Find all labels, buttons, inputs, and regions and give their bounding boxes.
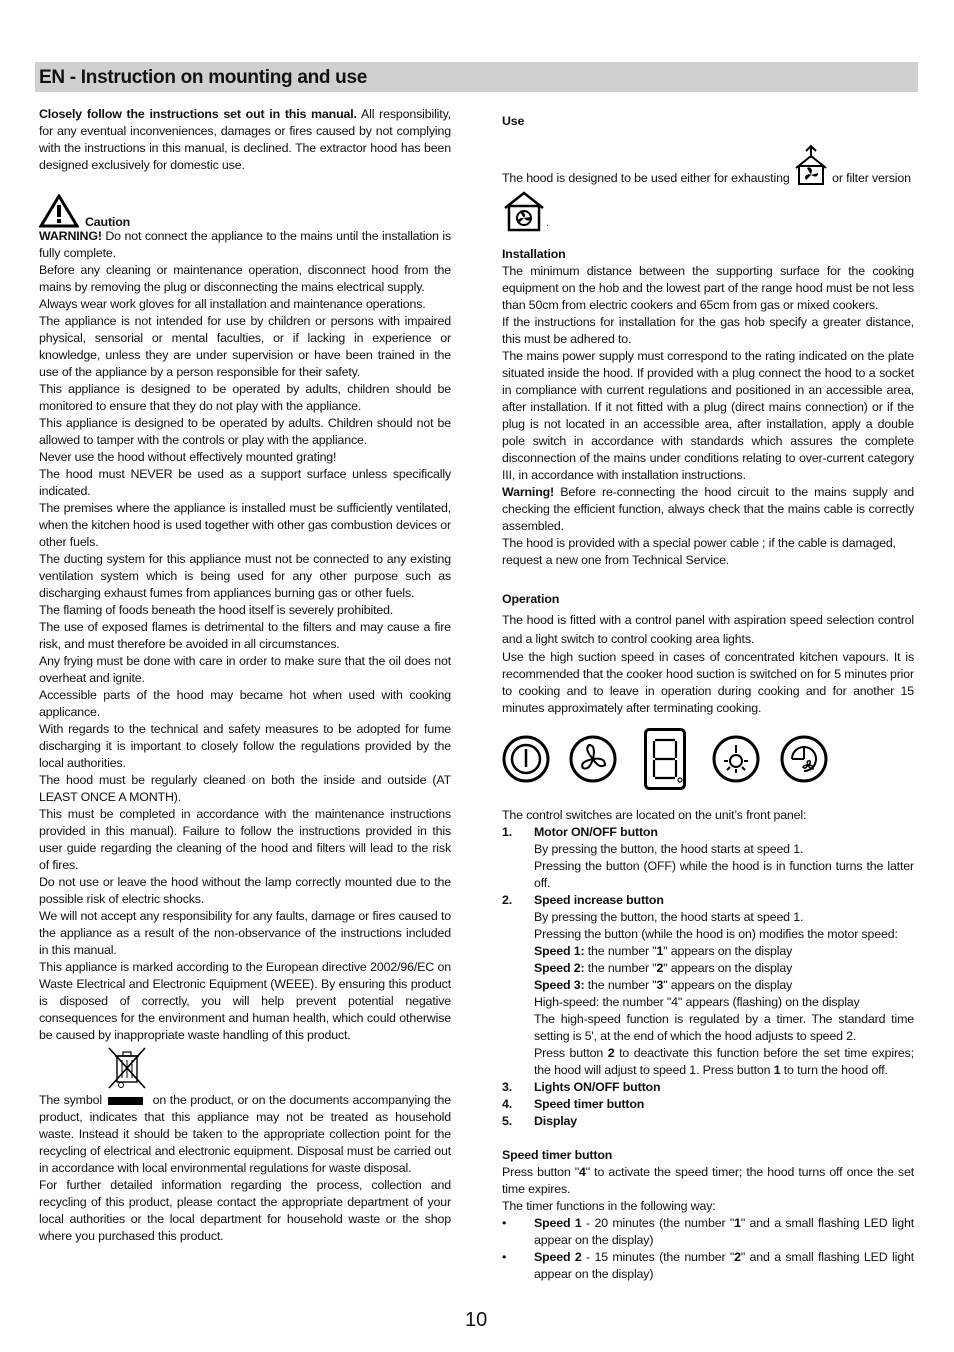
left-column [39, 106, 451, 1245]
safety-paragraph: The appliance is not intended for use by children or persons with impaired physical, sensorial or mental faculties, or if lacking in experience or knowledge, unless they are under supervision or have been trained in the use of the appliance by a person responsible for their safety. [39, 314, 451, 379]
safety-paragraph: Do not use or leave the hood without the lamp correctly mounted due to the possible risk of electric shocks. [39, 875, 451, 906]
list-item: 3. Lights ON/OFF button [502, 1080, 661, 1094]
safety-paragraph: Never use the hood without effectively mounted grating! [39, 450, 337, 464]
safety-paragraph: The use of exposed flames is detrimental to the filters and may cause a fire risk, and must therefore be avoided in all circumstances. [39, 620, 451, 651]
controls-intro: The control switches are located on the unit’s front panel: [502, 808, 807, 822]
installation-title: Installation [502, 247, 566, 261]
warning-triangle-icon [39, 194, 79, 228]
speed-line: Speed 1: the number "1" appears on the display [534, 944, 793, 958]
control-panel-icons [502, 717, 914, 801]
bullet-item: • Speed 1 - 20 minutes (the number "1" and a small flashing LED light appear on the display) [502, 1216, 914, 1247]
list-item: 1. Motor ON/OFF button [502, 825, 658, 839]
caution-title: Caution [85, 215, 131, 229]
caution-heading [39, 194, 451, 228]
intro-paragraph: Closely follow the instructions set out in this manual. All responsibility, for any eventual inconveniences, damages or fires caused by not complying with the instructions in this manual, is declined. The extractor hood has been designed exclusively for domestic use. [39, 107, 451, 172]
installation-paragraph: If the instructions for installation for the gas hob specify a greater distance, this must be adhered to. [502, 315, 914, 346]
installation-warning: Warning! Before re-connecting the hood circuit to the mains supply and checking the efficient function, always check that the mains cable is correctly assembled. [502, 485, 914, 533]
page-number: 10 [465, 1309, 488, 1331]
black-bar-symbol [108, 1097, 143, 1105]
list-item-text: By pressing the button, the hood starts at speed 1. [534, 842, 804, 856]
symbol-paragraph: The symbol on the product, or on the documents accompanying the product, indicates that this appliance may not be treated as household waste. Instead it should be taken to the appropriate collection point for the recycling of electrical and electronic equipment. Disposal must be carried out in accordance with local environmental regulations for waste disposal. [39, 1093, 451, 1175]
section-header [35, 62, 918, 92]
crossed-bin-icon [107, 1046, 147, 1090]
installation-cable: The hood is provided with a special power cable ; if the cable is damaged, request a new one from Technical Service. [502, 536, 896, 567]
safety-paragraph: We will not accept any responsibility for any faults, damage or fires caused to the appliance as a result of the non-observance of the instructions included in this manual. [39, 909, 451, 957]
right-column [502, 113, 914, 1283]
power-icon [502, 735, 550, 783]
bin-symbol-row [39, 1044, 451, 1092]
timer-functions: The timer functions in the following way: [502, 1199, 716, 1213]
use-paragraph: The hood is designed to be used either for exhausting or filter version [502, 144, 914, 188]
safety-paragraph: The flaming of foods beneath the hood itself is severely prohibited. [39, 603, 394, 617]
page-title: EN - Instruction on mounting and use [39, 67, 368, 88]
timer-title: Speed timer button [502, 1148, 613, 1162]
safety-paragraph: The premises where the appliance is installed must be sufficiently ventilated, when the kitchen hood is used together with other gas combustion devices or other fuels. [39, 501, 451, 549]
fan-icon [569, 735, 617, 783]
exhausting-house-icon [793, 144, 829, 188]
safety-paragraph: With regards to the technical and safety measures to be adopted for fume discharging it is important to closely follow the regulations provided by the local authorities. [39, 722, 451, 770]
safety-paragraph: Before any cleaning or maintenance operation, disconnect hood from the mains by removing the plug or disconnecting the mains electrical supply. [39, 263, 451, 294]
list-item-text: Pressing the button (while the hood is on) modifies the motor speed: [534, 927, 898, 941]
safety-paragraph: The hood must NEVER be used as a support surface unless specifically indicated. [39, 467, 451, 498]
safety-paragraph: The ducting system for this appliance must not be connected to any existing ventilation system which is being used for any other purpose such as discharging exhaust fumes from appliances burning gas or other fuels. [39, 552, 451, 600]
recycling-paragraph: For further detailed information regarding the process, collection and recycling of this product, please contact the appropriate department of your local authorities or the local department for household waste or the shop where you purchased this product. [39, 1178, 451, 1243]
warning-paragraph: WARNING! Do not connect the appliance to the mains until the installation is fully complete. [39, 229, 451, 260]
installation-paragraph: The minimum distance between the supporting surface for the cooking equipment on the hob and the lowest part of the range hood must be not less than 50cm from electric cookers and 65cm from gas or mixed cookers. [502, 264, 914, 312]
list-item: 5. Display [502, 1114, 578, 1128]
speed-line: Speed 2: the number "2" appears on the display [534, 961, 793, 975]
installation-paragraph: The mains power supply must correspond to the rating indicated on the plate situated inside the hood. If provided with a plug connect the hood to a socket in compliance with current regulations and positioned in an accessible area, after installation. If it not fitted with a plug (direct mains connection) or if the plug is not located in an accessible area, after installation, apply a double pole switch in accordance with standards which assures the complete disconnection of the mains under conditions relating to over-current category III, in accordance with installation instructions. [502, 349, 914, 482]
operation-paragraph: The hood is fitted with a control panel with aspiration speed selection control and a light switch to control cooking area lights. [502, 613, 914, 646]
list-item-text: Press button 2 to deactivate this function before the set time expires; the hood will adjust to speed 1. Press button 1 to turn the hood off. [534, 1046, 914, 1077]
safety-paragraph: This appliance is designed to be operated by adults, children should be monitored to ensure that they do not play with the appliance. [39, 382, 451, 413]
light-icon [712, 735, 760, 783]
operation-paragraph: Use the high suction speed in cases of concentrated kitchen vapours. It is recommended that the cooker hood suction is switched on for 5 minutes prior to cooking and to leave in operation during cooking and for another 15 minutes approximately after terminating cooking. [502, 650, 914, 715]
safety-paragraph: Always wear work gloves for all installation and maintenance operations. [39, 297, 426, 311]
weee-paragraph: This appliance is marked according to the European directive 2002/96/EC on Waste Electrical and Electronic Equipment (WEEE). By ensuring this product is disposed of correctly, you will help prevent potential negative consequences for the environment and human health, which could otherwise be caused by inappropriate waste handling of this product. [39, 960, 451, 1042]
safety-paragraph: Any frying must be done with care in order to make sure that the oil does not overheat and ignite. [39, 654, 451, 685]
timer-paragraph: Press button "4" to activate the speed timer; the hood turns off once the set time expires. [502, 1165, 914, 1196]
list-item: 2. Speed increase button [502, 893, 664, 907]
list-item-text: The high-speed function is regulated by a timer. The standard time setting is 5', at the end of which the hood adjusts to speed 2. [534, 1012, 914, 1043]
operation-title: Operation [502, 592, 560, 606]
use-filter-row: . [502, 190, 914, 232]
use-title: Use [502, 114, 525, 128]
list-item-text: Pressing the button (OFF) while the hood is in function turns the latter off. [534, 859, 914, 890]
timer-fan-icon [780, 735, 828, 783]
list-item: 4. Speed timer button [502, 1097, 645, 1111]
list-item-text: By pressing the button, the hood starts at speed 1. [534, 910, 804, 924]
speed-line: Speed 3: the number "3" appears on the display [534, 978, 793, 992]
safety-paragraph: Accessible parts of the hood may became hot when used with cooking applicance. [39, 688, 451, 719]
bullet-item: • Speed 2 - 15 minutes (the number "2" and a small flashing LED light appear on the display) [502, 1250, 914, 1281]
digit-display-icon [644, 728, 686, 790]
filter-house-icon [502, 190, 546, 232]
list-item-text: High-speed: the number "4" appears (flashing) on the display [534, 995, 860, 1009]
safety-paragraph: This must be completed in accordance with the maintenance instructions provided in this manual). Failure to follow the instructions provided in this user guide regarding the cleaning of the hood and filters will lead to the risk of fires. [39, 807, 451, 872]
safety-paragraph: The hood must be regularly cleaned on both the inside and outside (AT LEAST ONCE A MONTH). [39, 773, 451, 804]
safety-paragraph: This appliance is designed to be operated by adults. Children should not be allowed to tamper with the controls or play with the appliance. [39, 416, 451, 447]
